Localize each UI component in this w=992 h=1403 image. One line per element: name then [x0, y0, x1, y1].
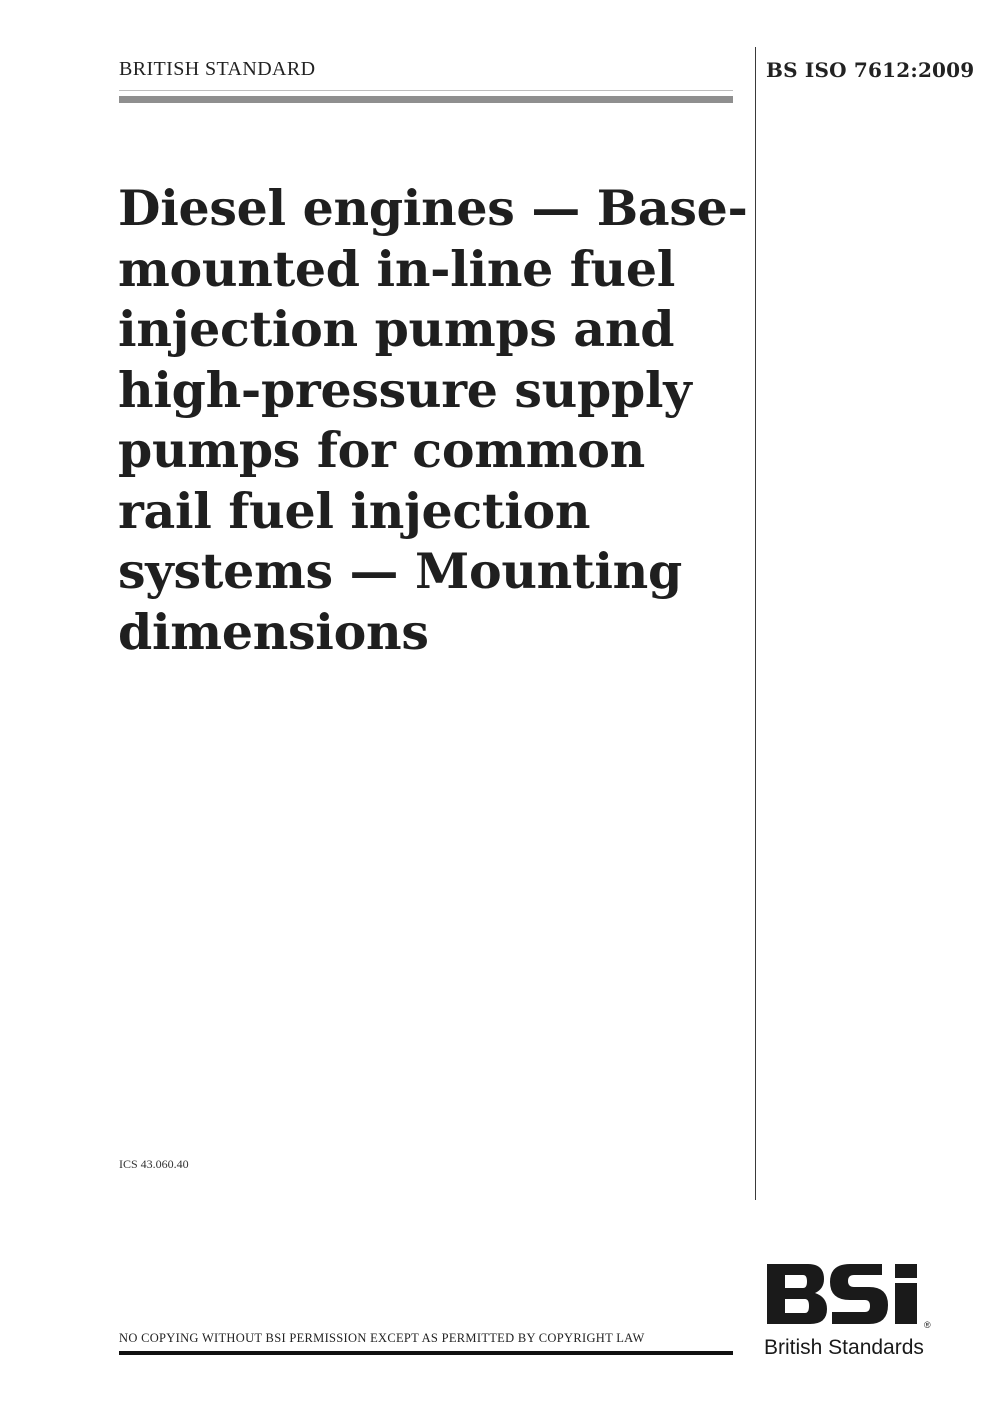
header-rule — [119, 96, 733, 103]
bsi-wordmark: British Standards — [764, 1336, 924, 1359]
title-line: mounted in-line fuel — [118, 239, 676, 298]
registered-mark: ® — [924, 1320, 931, 1330]
title-line: Diesel engines — Base- — [118, 179, 748, 237]
document-title — [118, 178, 748, 662]
header-label: BRITISH STANDARD — [119, 58, 316, 80]
title-line: high-pressure supply — [118, 360, 692, 419]
title-line: pumps for common — [118, 421, 645, 479]
document-number: BS ISO 7612:2009 — [766, 58, 975, 82]
ics-code: ICS 43.060.40 — [119, 1157, 189, 1171]
copyright-notice: NO COPYING WITHOUT BSI PERMISSION EXCEPT AS PERMITTED BY COPYRIGHT LAW — [119, 1331, 645, 1345]
header-rule-thin — [119, 90, 733, 91]
vertical-divider — [755, 47, 756, 1200]
title-line: rail fuel injection — [118, 481, 591, 540]
title-line: systems — Mounting — [118, 542, 682, 600]
title-line: injection pumps and — [118, 300, 675, 358]
footer-rule — [119, 1351, 733, 1355]
title-line: dimensions — [118, 602, 429, 661]
